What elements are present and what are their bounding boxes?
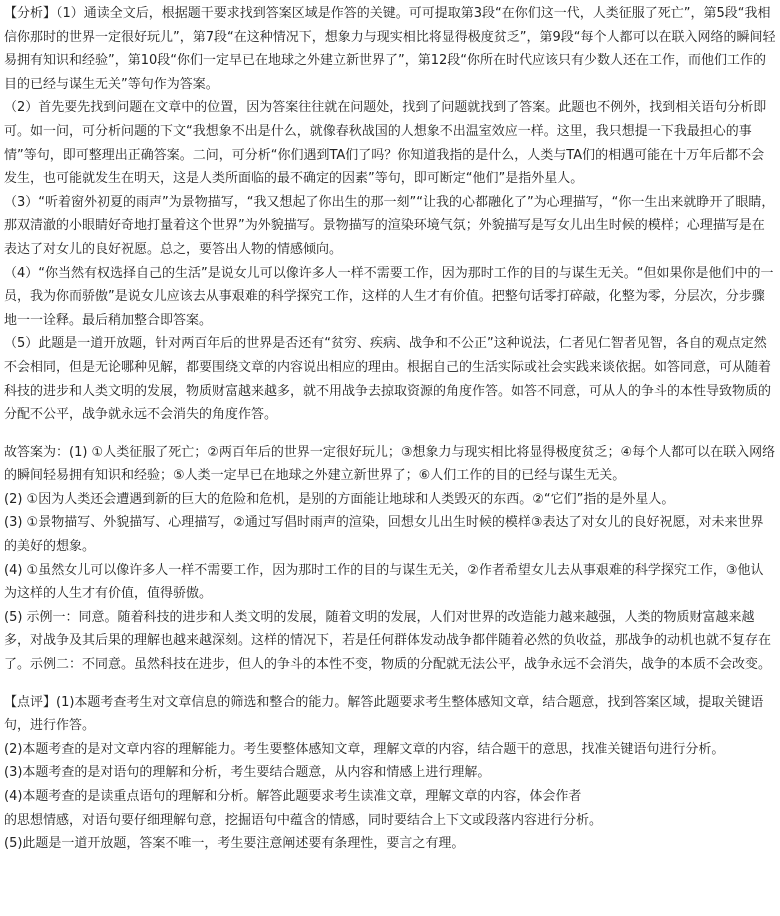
comment-paragraph-1: 【点评】(1)本题考查考生对文章信息的筛选和整合的能力。解答此题要求考生整体感知文章，结合题意，找到答案区域，提取关键语句，进行作答。 (4, 694, 764, 734)
answer-paragraph-1: 故答案为：(1) ①人类征服了死亡；②两百年后的世界一定很好玩儿；③想象力与现实相比将显得极度贫乏；④每个人都可以在联入网络的瞬间轻易拥有知识和经验；⑤人类一定早已在地球之外建立新世界了；⑥人们工作的目的已经与谋生无关。 (4, 444, 776, 484)
comment-paragraph-2: (2)本题考查的是对文章内容的理解能力。考生要整体感知文章，理解文章的内容，结合题干的意思，找准关键语句进行分析。 (4, 741, 725, 757)
comment-paragraph-5: (5)此题是一道开放题，答案不唯一，考生要注意阐述要有条理性，要言之有理。 (4, 836, 465, 852)
analysis-paragraph-1: 【分析】（1）通读全文后，根据题干要求找到答案区域是作答的关键。可可提取第3段“在你们这一代，人类征服了死亡”，第5段“我相信你那时的世界一定很好玩儿”，第7段“在这种情况下，想象力与现实相比将显得极度贫乏”，第9段“每个人都可以在联入网络的瞬间轻易拥有知识和经验”，第10段“你们一定早已在地球之外建立新世界了”，第12段“你所在时代应该只有少数人还在工作，而他们工作的目的已经与谋生无关”等句作为答案。 (4, 6, 776, 92)
section-gap (4, 677, 776, 691)
analysis-paragraph-4: （4）“你当然有权选择自己的生活”是说女儿可以像许多人一样不需要工作，因为那时工作的目的与谋生无关。“但如果你是他们中的一员，我为你而骄傲”是说女儿应该去从事艰难的科学探究工作，这样的人生才有价值。把整句话零打碎敲，化整为零，分层次，分步骤地一一诠释。最后稍加整合即答案。 (4, 265, 774, 328)
analysis-paragraph-2: （2）首先要先找到问题在文章中的位置，因为答案往往就在问题处，找到了问题就找到了答案。此题也不例外，找到相关语句分析即可。如一问，可分析问题的下文“我想象不出是什么，就像春秋战国的人想象不出温室效应一样。这里，我只想提一下我最担心的事情”等句，即可整理出正确答案。二问，可分析“你们遇到TA们了吗？你知道我指的是什么，人类与TA们的相遇可能在十万年后都不会发生，也可能就发生在明天，这是人类所面临的最不确定的因素”等句，即可断定“他们”是指外星人。 (4, 100, 767, 187)
comment-section (4, 691, 776, 856)
comment-paragraph-3: (3)本题考查的是对语句的理解和分析，考生要结合题意，从内容和情感上进行理解。 (4, 765, 491, 781)
answer-paragraph-3: (3) ①景物描写、外貌描写、心理描写，②通过写倡时雨声的渲染，回想女儿出生时候的模样③表达了对女儿的良好祝愿，对未来世界的美好的想象。 (4, 515, 764, 555)
comment-paragraph-4: (4)本题考查的是读重点语句的理解和分析。解答此题要求考生读准文章，理解文章的内容，体会作者 的思想情感，对语句要仔细理解句意，挖掘语句中蕴含的情感，同时要结合上下文或段落内容进行分析。 (4, 789, 603, 828)
analysis-section (4, 2, 776, 427)
analysis-paragraph-5: （5）此题是一道开放题，针对两百年后的世界是否还有“贫穷、疾病、战争和不公正”这种说法，仁者见仁智者见智，各自的观点定然不会相同，但是无论哪种见解，都要围绕文章的内容说出相应的理由。根据自己的生活实际或社会实践来谈依据。如答同意，可从随着科技的进步和人类文明的发展，物质财富越来越多，就不用战争去掠取资源的角度作答。如答不同意，可从人的争斗的本性导致物质的分配不公平，战争就永远不会消失的角度作答。 (4, 336, 772, 423)
answer-paragraph-4: (4) ①虽然女儿可以像许多人一样不需要工作，因为那时工作的目的与谋生无关，②作者希望女儿去从事艰难的科学探究工作，③他认为这样的人生才有价值，值得骄傲。 (4, 562, 764, 602)
answer-paragraph-2: (2) ①因为人类还会遭遇到新的巨大的危险和危机，是别的方面能让地球和人类毁灭的东西。②“它们”指的是外星人。 (4, 491, 675, 507)
section-gap (4, 427, 776, 441)
analysis-paragraph-3: （3）“听着窗外初夏的雨声”为景物描写，“我又想起了你出生的那一刻”“让我的心都融化了”为心理描写，“你一生出来就睁开了眼睛，那双清澈的小眼睛好奇地打量着这个世界”为外貌描写。景物描写的渲染环境气氛；外貌描写是写女儿出生时候的模样；心理描写是在表达了对女儿的良好祝愿。总之，要答出人物的情感倾向。 (4, 194, 775, 257)
answer-section (4, 441, 776, 677)
answer-paragraph-5: (5) 示例一：同意。随着科技的进步和人类文明的发展，随着文明的发展，人们对世界的改造能力越来越强，人类的物质财富越来越多，对战争及其后果的理解也越来越深刻。这样的情况下，若是任何群体发动战争都伴随着必然的负收益，那战争的动机也就不复存在了。示例二：不同意。虽然科技在进步，但人的争斗的本性不变，物质的分配就无法公平，战争永远不会消失，战争的本质不会改变。 (4, 609, 772, 673)
